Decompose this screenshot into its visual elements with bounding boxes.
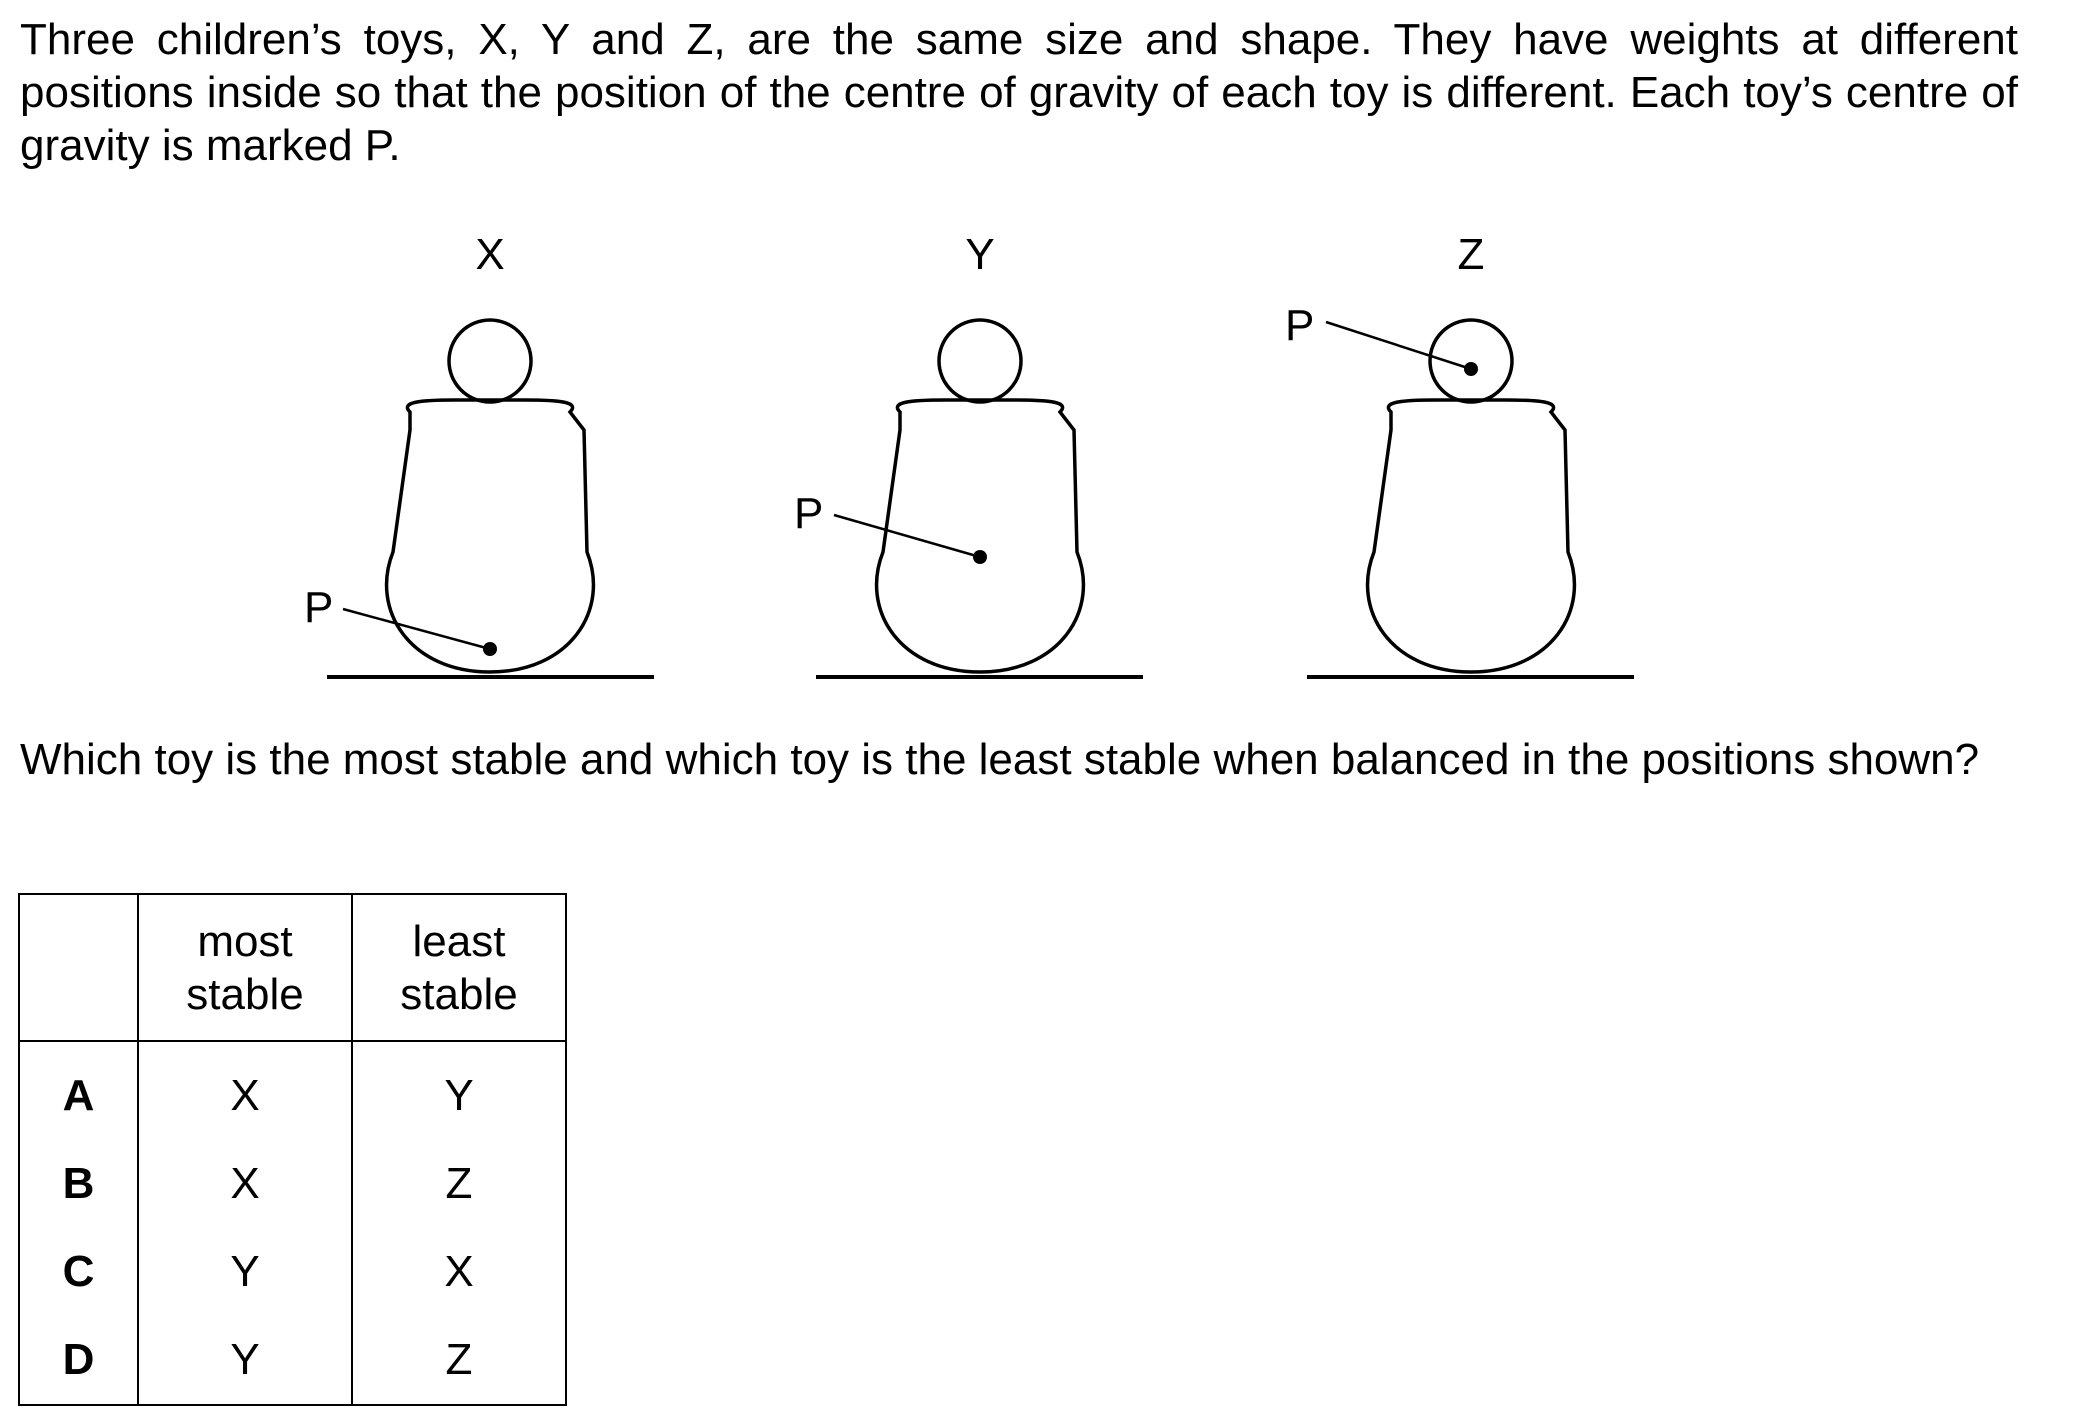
option-most-stable: Y	[138, 1228, 352, 1316]
table-row	[19, 1228, 566, 1316]
toy-x-body	[387, 400, 594, 672]
option-least-stable: X	[352, 1228, 566, 1316]
toy-z-body	[1368, 400, 1575, 672]
option-most-stable: X	[138, 1140, 352, 1228]
toy-z	[1285, 230, 1634, 677]
table-header-row	[19, 894, 566, 1041]
table-row	[19, 1316, 566, 1405]
toy-x-head	[449, 320, 531, 402]
option-most-stable: X	[138, 1041, 352, 1140]
toy-z-point-label: P	[1285, 301, 1315, 350]
table-row	[19, 1041, 566, 1140]
option-least-stable: Z	[352, 1140, 566, 1228]
toy-x-point-label: P	[304, 583, 334, 632]
toy-y-pointer	[834, 515, 980, 557]
intro-paragraph: Three children’s toys, X, Y and Z, are the same size and shape. They have weights at different positions inside so that the position of the centre of gravity of each toy is different. Each toy’s centre of gravity is marked P.	[20, 15, 2018, 170]
toy-x-pointer	[343, 609, 490, 649]
option-letter: C	[19, 1228, 138, 1316]
toy-y	[794, 230, 1143, 677]
header-most-stable: most stable	[138, 894, 352, 1041]
option-letter: A	[19, 1041, 138, 1140]
table-row	[19, 1140, 566, 1228]
option-most-stable: Y	[138, 1316, 352, 1405]
toy-y-head	[939, 320, 1021, 402]
option-least-stable: Z	[352, 1316, 566, 1405]
option-letter: B	[19, 1140, 138, 1228]
option-letter: D	[19, 1316, 138, 1405]
toy-z-label: Z	[1457, 230, 1485, 279]
toy-y-point-label: P	[794, 489, 824, 538]
question-paragraph: Which toy is the most stable and which toy is the least stable when balanced in the positions shown?	[20, 735, 1980, 784]
answer-table	[18, 893, 567, 1406]
option-least-stable: Y	[352, 1041, 566, 1140]
header-letter	[19, 894, 138, 1041]
toy-y-label: Y	[965, 230, 995, 279]
toy-x-label: X	[475, 230, 505, 279]
toy-z-pointer	[1326, 322, 1471, 369]
toy-x	[304, 230, 654, 677]
header-least-stable: least stable	[352, 894, 566, 1041]
